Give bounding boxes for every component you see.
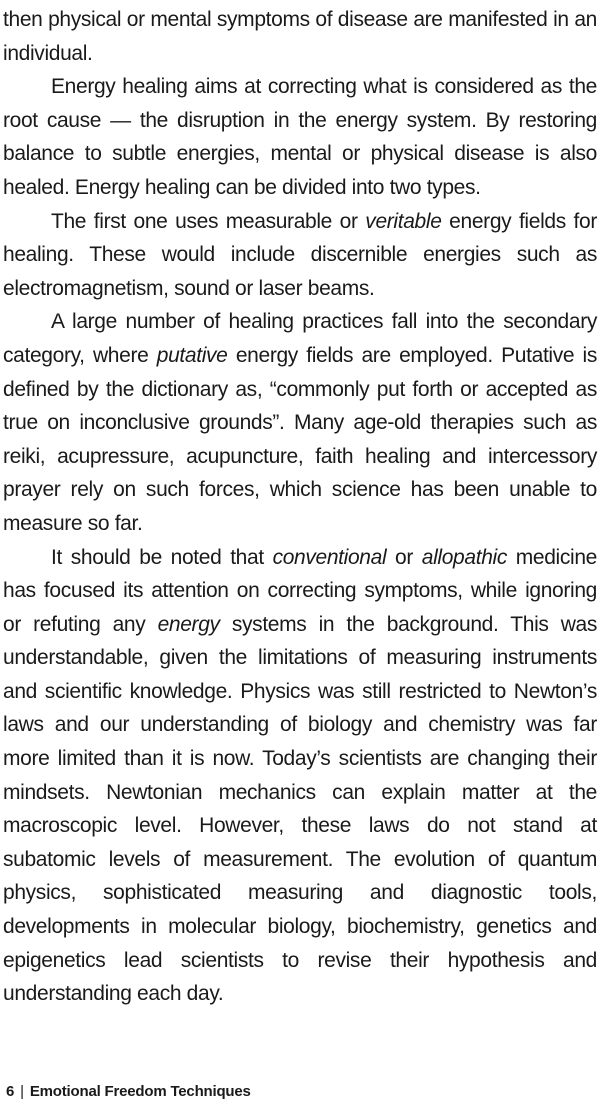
text-run: systems in the background. This was understandable, given the limitations of measuring instruments and scientific knowledge. Physics was still restricted to Newton’s laws and our understanding of biology and chemistry was far more limited than it is now. Today’s scientists are changing their mindsets. Newtonian mechanics can explain matter at the macroscopic level. However, these laws do not stand at subatomic levels of measurement. The evolution of quantum physics, sophisticated measuring and diagnostic tools, developments in molecular biology, biochemistry, genetics and epigenetics lead scientists to revise their hypothesis and understanding each day.	[3, 612, 598, 1006]
emphasized-term: energy	[157, 612, 220, 636]
emphasized-term: veritable	[365, 209, 442, 233]
emphasized-term: putative	[156, 343, 228, 367]
body-text	[3, 3, 597, 1011]
text-run: Energy healing aims at correcting what is considered as the root cause — the disruption in the energy system. By restoring balance to subtle energies, mental or physical disease is also healed. Energy healing can be divided into two types.	[3, 75, 597, 199]
text-run: medicine has focused its attention on correcting symptoms, while ignoring or refuting any	[3, 545, 597, 636]
text-run: A large number of healing practices fall into the secondary category, where	[3, 310, 597, 367]
paragraph	[3, 70, 597, 204]
text-run: The first one uses measurable or	[51, 209, 366, 233]
text-run: or	[386, 545, 422, 569]
page-footer	[6, 1083, 251, 1100]
paragraph	[3, 205, 597, 306]
emphasized-term: conventional	[272, 545, 387, 569]
page-number: 6	[6, 1083, 15, 1100]
text-run: energy fields are employed. Putative is defined by the dictionary as, “commonly put forth or accepted as true on inconclusive grounds”. Many age-old therapies such as reiki, acupressure, acupuncture, faith healing and intercessory prayer rely on such forces, which science has been unable to measure so far.	[3, 343, 597, 535]
paragraph	[3, 305, 597, 540]
text-run: then physical or mental symptoms of disease are manifested in an individual.	[3, 8, 597, 65]
footer-separator: |	[20, 1083, 24, 1100]
text-run: It should be noted that	[51, 545, 273, 569]
running-title: Emotional Freedom Techniques	[29, 1083, 251, 1100]
paragraph	[3, 3, 597, 70]
paragraph	[3, 541, 597, 1011]
emphasized-term: allopathic	[421, 545, 507, 569]
text-run: energy fields for healing. These would include discernible energies such as electromagnetism, sound or laser beams.	[3, 209, 597, 300]
